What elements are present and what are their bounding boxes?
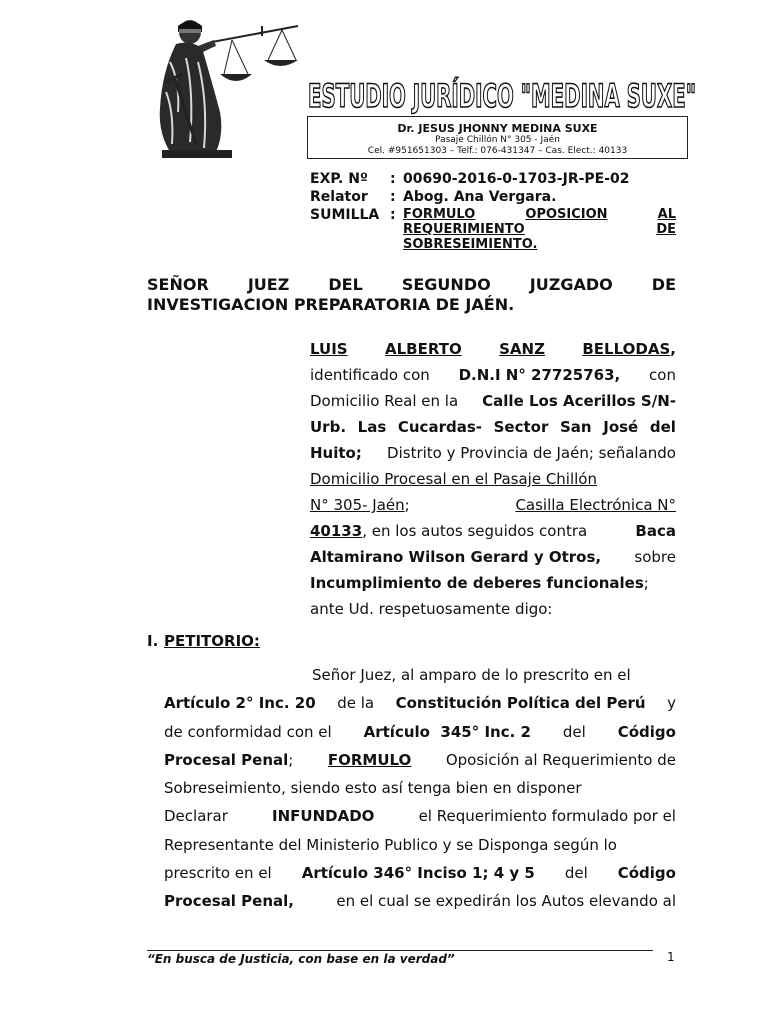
intro-word: , — [670, 340, 676, 358]
petitorio-text: prescrito en el — [164, 864, 272, 883]
intro-word: del — [649, 418, 676, 436]
intro-word: Sector — [493, 418, 549, 436]
petitorio-text: Procesal Penal, — [164, 892, 294, 911]
intro-text: Altamirano Wilson Gerard y Otros, — [310, 548, 602, 566]
sumilla-word: OPOSICION — [525, 207, 608, 222]
intro-text: Huito; — [310, 444, 362, 462]
petitorio-text: Artículo 346° Inciso 1; 4 y 5 — [301, 864, 535, 883]
exp-value: 00690-2016-0-1703-JR-PE-02 — [403, 171, 630, 187]
sumilla-word: AL — [657, 207, 676, 222]
firm-name-text: ESTUDIO JURÍDICO "MEDINA SUXE" — [308, 77, 696, 115]
intro-text: con — [649, 366, 676, 384]
intro-text: ; — [404, 496, 410, 514]
petitorio-text: Artículo 2° Inc. 20 — [164, 694, 316, 713]
firm-contact-box — [307, 116, 688, 159]
sumilla-word: REQUERIMIENTO — [403, 222, 525, 237]
intro-word: Cucardas- — [397, 418, 482, 436]
intro-word: Las — [357, 418, 387, 436]
section-title: PETITORIO: — [164, 632, 260, 650]
intro-dni: D.N.I N° 27725763, — [458, 366, 621, 384]
intro-text: ante Ud. respetuosamente digo: — [310, 600, 553, 618]
petitorio-text: FORMULO — [327, 750, 412, 769]
sumilla-colon: : — [390, 207, 396, 223]
petitorio-text: ; — [288, 750, 294, 769]
petitorio-text: de la — [337, 694, 375, 713]
addressee-word: SEGUNDO — [401, 275, 491, 294]
addressee-word: DE — [651, 275, 676, 294]
intro-text: Distrito y Provincia de Jaén; señalando — [387, 444, 676, 462]
intro-text: ; — [643, 574, 649, 592]
relator-colon: : — [390, 189, 396, 205]
exp-label: EXP. Nº — [310, 171, 368, 187]
sumilla-word: FORMULO — [403, 207, 476, 222]
petitorio-text: Declarar — [164, 807, 228, 826]
intro-address: Calle Los Acerillos S/N- — [482, 392, 676, 410]
lady-justice-icon — [150, 12, 300, 160]
sumilla-word: DE — [656, 222, 676, 237]
petitorio-text: Sobreseimiento, siendo esto así tenga bien en disponer — [164, 779, 582, 798]
intro-text: identificado con — [310, 366, 430, 384]
petitorio-text: INFUNDADO — [272, 807, 375, 826]
petitorio-text: Oposición al Requerimiento de — [445, 750, 676, 769]
intro-paragraph — [310, 336, 676, 622]
addressee-word: SEÑOR — [147, 275, 209, 294]
intro-word: LUIS — [310, 340, 348, 358]
firm-address: Pasaje Chillón N° 305 - Jaén — [435, 135, 560, 145]
intro-word: ALBERTO — [385, 340, 462, 358]
intro-casilla: Casilla Electrónica N° — [515, 496, 676, 514]
petitorio-text: el Requerimiento formulado por el — [418, 807, 676, 826]
petitorio-text: y — [667, 694, 676, 713]
intro-text: sobre — [634, 548, 676, 566]
petitorio-text: del — [562, 722, 586, 741]
petitorio-text: Artículo 345° Inc. 2 — [363, 722, 531, 741]
intro-procesal: Domicilio Procesal en el Pasaje Chillón — [310, 470, 597, 488]
petitorio-text: Señor Juez, al amparo de lo prescrito en el — [312, 666, 631, 684]
intro-word: BELLODAS — [582, 340, 671, 358]
intro-text: Domicilio Real en la — [310, 392, 459, 410]
sumilla-word: SOBRESEIMIENTO. — [403, 237, 538, 252]
petitorio-text: del — [564, 864, 588, 883]
footer-divider — [147, 950, 653, 951]
petitorio-text: Procesal Penal — [164, 750, 289, 769]
intro-text: , en los autos seguidos contra — [362, 522, 588, 540]
intro-text: 40133 — [310, 522, 363, 540]
petitorio-text: de conformidad con el — [164, 722, 332, 741]
intro-text: Incumplimiento de deberes funcionales — [310, 574, 644, 592]
firm-contact: Cel. #951651303 – Telf.: 076-431347 – Cas. Elect.: 40133 — [367, 146, 628, 156]
intro-word: Urb. — [310, 418, 347, 436]
petitorio-text: Representante del Ministerio Publico y se Disponga según lo — [164, 835, 617, 854]
intro-word: SANZ — [499, 340, 545, 358]
sumilla-label: SUMILLA — [310, 207, 380, 223]
page-number: 1 — [667, 950, 675, 964]
firm-name — [306, 68, 701, 118]
section-number: I. — [147, 632, 159, 650]
addressee-word: JUEZ — [247, 275, 290, 294]
petitorio-paragraph — [164, 661, 676, 916]
exp-colon: : — [390, 171, 396, 187]
petitorio-text: Código — [617, 864, 676, 883]
relator-value: Abog. Ana Vergara. — [403, 189, 557, 205]
petitorio-text: en el cual se expedirán los Autos elevando al — [336, 892, 676, 911]
lawyer-name: Dr. JESUS JHONNY MEDINA SUXE — [397, 122, 598, 135]
intro-word: José — [603, 418, 639, 436]
petitorio-text: Código — [617, 722, 676, 741]
addressee-word: JUZGADO — [529, 275, 613, 294]
intro-word: San — [560, 418, 592, 436]
intro-text: N° 305- Jaén — [310, 496, 405, 514]
addressee-word: DEL — [328, 275, 363, 294]
sumilla-text — [403, 207, 676, 252]
footer-motto: “En busca de Justicia, con base en la verdad” — [147, 952, 455, 966]
petitorio-text: Constitución Política del Perú — [395, 694, 646, 713]
addressee-line-2: INVESTIGACION PREPARATORIA DE JAÉN. — [147, 295, 515, 314]
intro-text: Baca — [635, 522, 676, 540]
addressee — [147, 275, 676, 315]
relator-label: Relator — [310, 189, 368, 205]
